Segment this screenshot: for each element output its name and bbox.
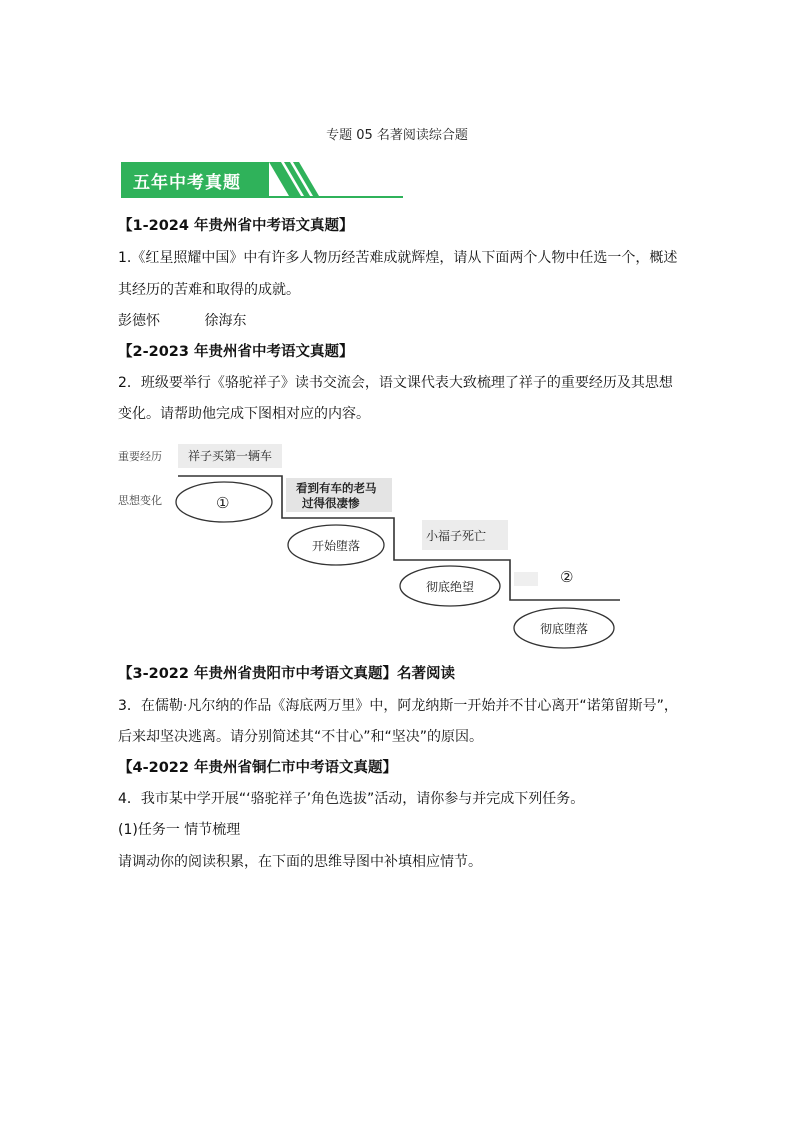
q2-text-line1: 2．班级要举行《骆驼祥子》读书交流会，语文课代表大致梳理了祥子的重要经历及其思想 xyxy=(118,375,673,391)
thought-4: 彻底堕落 xyxy=(540,622,589,636)
q3-text-line2: 后来却坚决逃离。请分别简述其“不甘心”和“坚决”的原因。 xyxy=(118,729,484,745)
q1-text-line2: 其经历的苦难和取得的成就。 xyxy=(118,282,300,298)
thought-1: ① xyxy=(216,494,230,512)
experience-2-line2: 过得很凄惨 xyxy=(302,496,360,510)
q1-header: 【1-2024 年贵州省中考语文真题】 xyxy=(118,218,354,234)
section-banner xyxy=(121,162,403,198)
row-label-thought: 思想变化 xyxy=(118,494,162,507)
q1-text-line1: 1.《红星照耀中国》中有许多人物历经苦难成就辉煌，请从下面两个人物中任选一个，概述 xyxy=(118,250,678,266)
q2-text-line2: 变化。请帮助他完成下图相对应的内容。 xyxy=(118,406,370,422)
xiangzi-staircase-diagram xyxy=(116,430,628,654)
q4-task: (1)任务一 情节梳理 xyxy=(118,822,241,838)
experience-1: 祥子买第一辆车 xyxy=(188,449,273,463)
q3-text-line1: 3．在儒勒·凡尔纳的作品《海底两万里》中，阿龙纳斯一开始并不甘心离开“诺第留斯号”， xyxy=(118,698,678,714)
experience-2-line1: 看到有车的老马 xyxy=(296,481,377,495)
thought-2: 开始堕落 xyxy=(312,539,361,553)
experience-4-patch xyxy=(514,572,538,586)
q2-header: 【2-2023 年贵州省中考语文真题】 xyxy=(118,344,354,360)
thought-3: 彻底绝望 xyxy=(426,580,475,594)
document-title: 专题 05 名著阅读综合题 xyxy=(326,128,468,143)
q4-header: 【4-2022 年贵州省铜仁市中考语文真题】 xyxy=(118,760,398,776)
banner-title: 五年中考真题 xyxy=(133,173,241,193)
experience-3: 小福子死亡 xyxy=(426,529,487,543)
q3-header: 【3-2022 年贵州省贵阳市中考语文真题】名著阅读 xyxy=(118,666,456,682)
q4-instruction: 请调动你的阅读积累，在下面的思维导图中补填相应情节。 xyxy=(118,854,482,870)
experience-4: ② xyxy=(560,568,574,586)
row-label-experience: 重要经历 xyxy=(118,450,162,463)
q1-options: 彭德怀 徐海东 xyxy=(118,313,247,329)
banner-underline xyxy=(121,196,403,198)
q4-text-line1: 4．我市某中学开展“‘骆驼祥子’角色选拔”活动，请你参与并完成下列任务。 xyxy=(118,791,585,807)
